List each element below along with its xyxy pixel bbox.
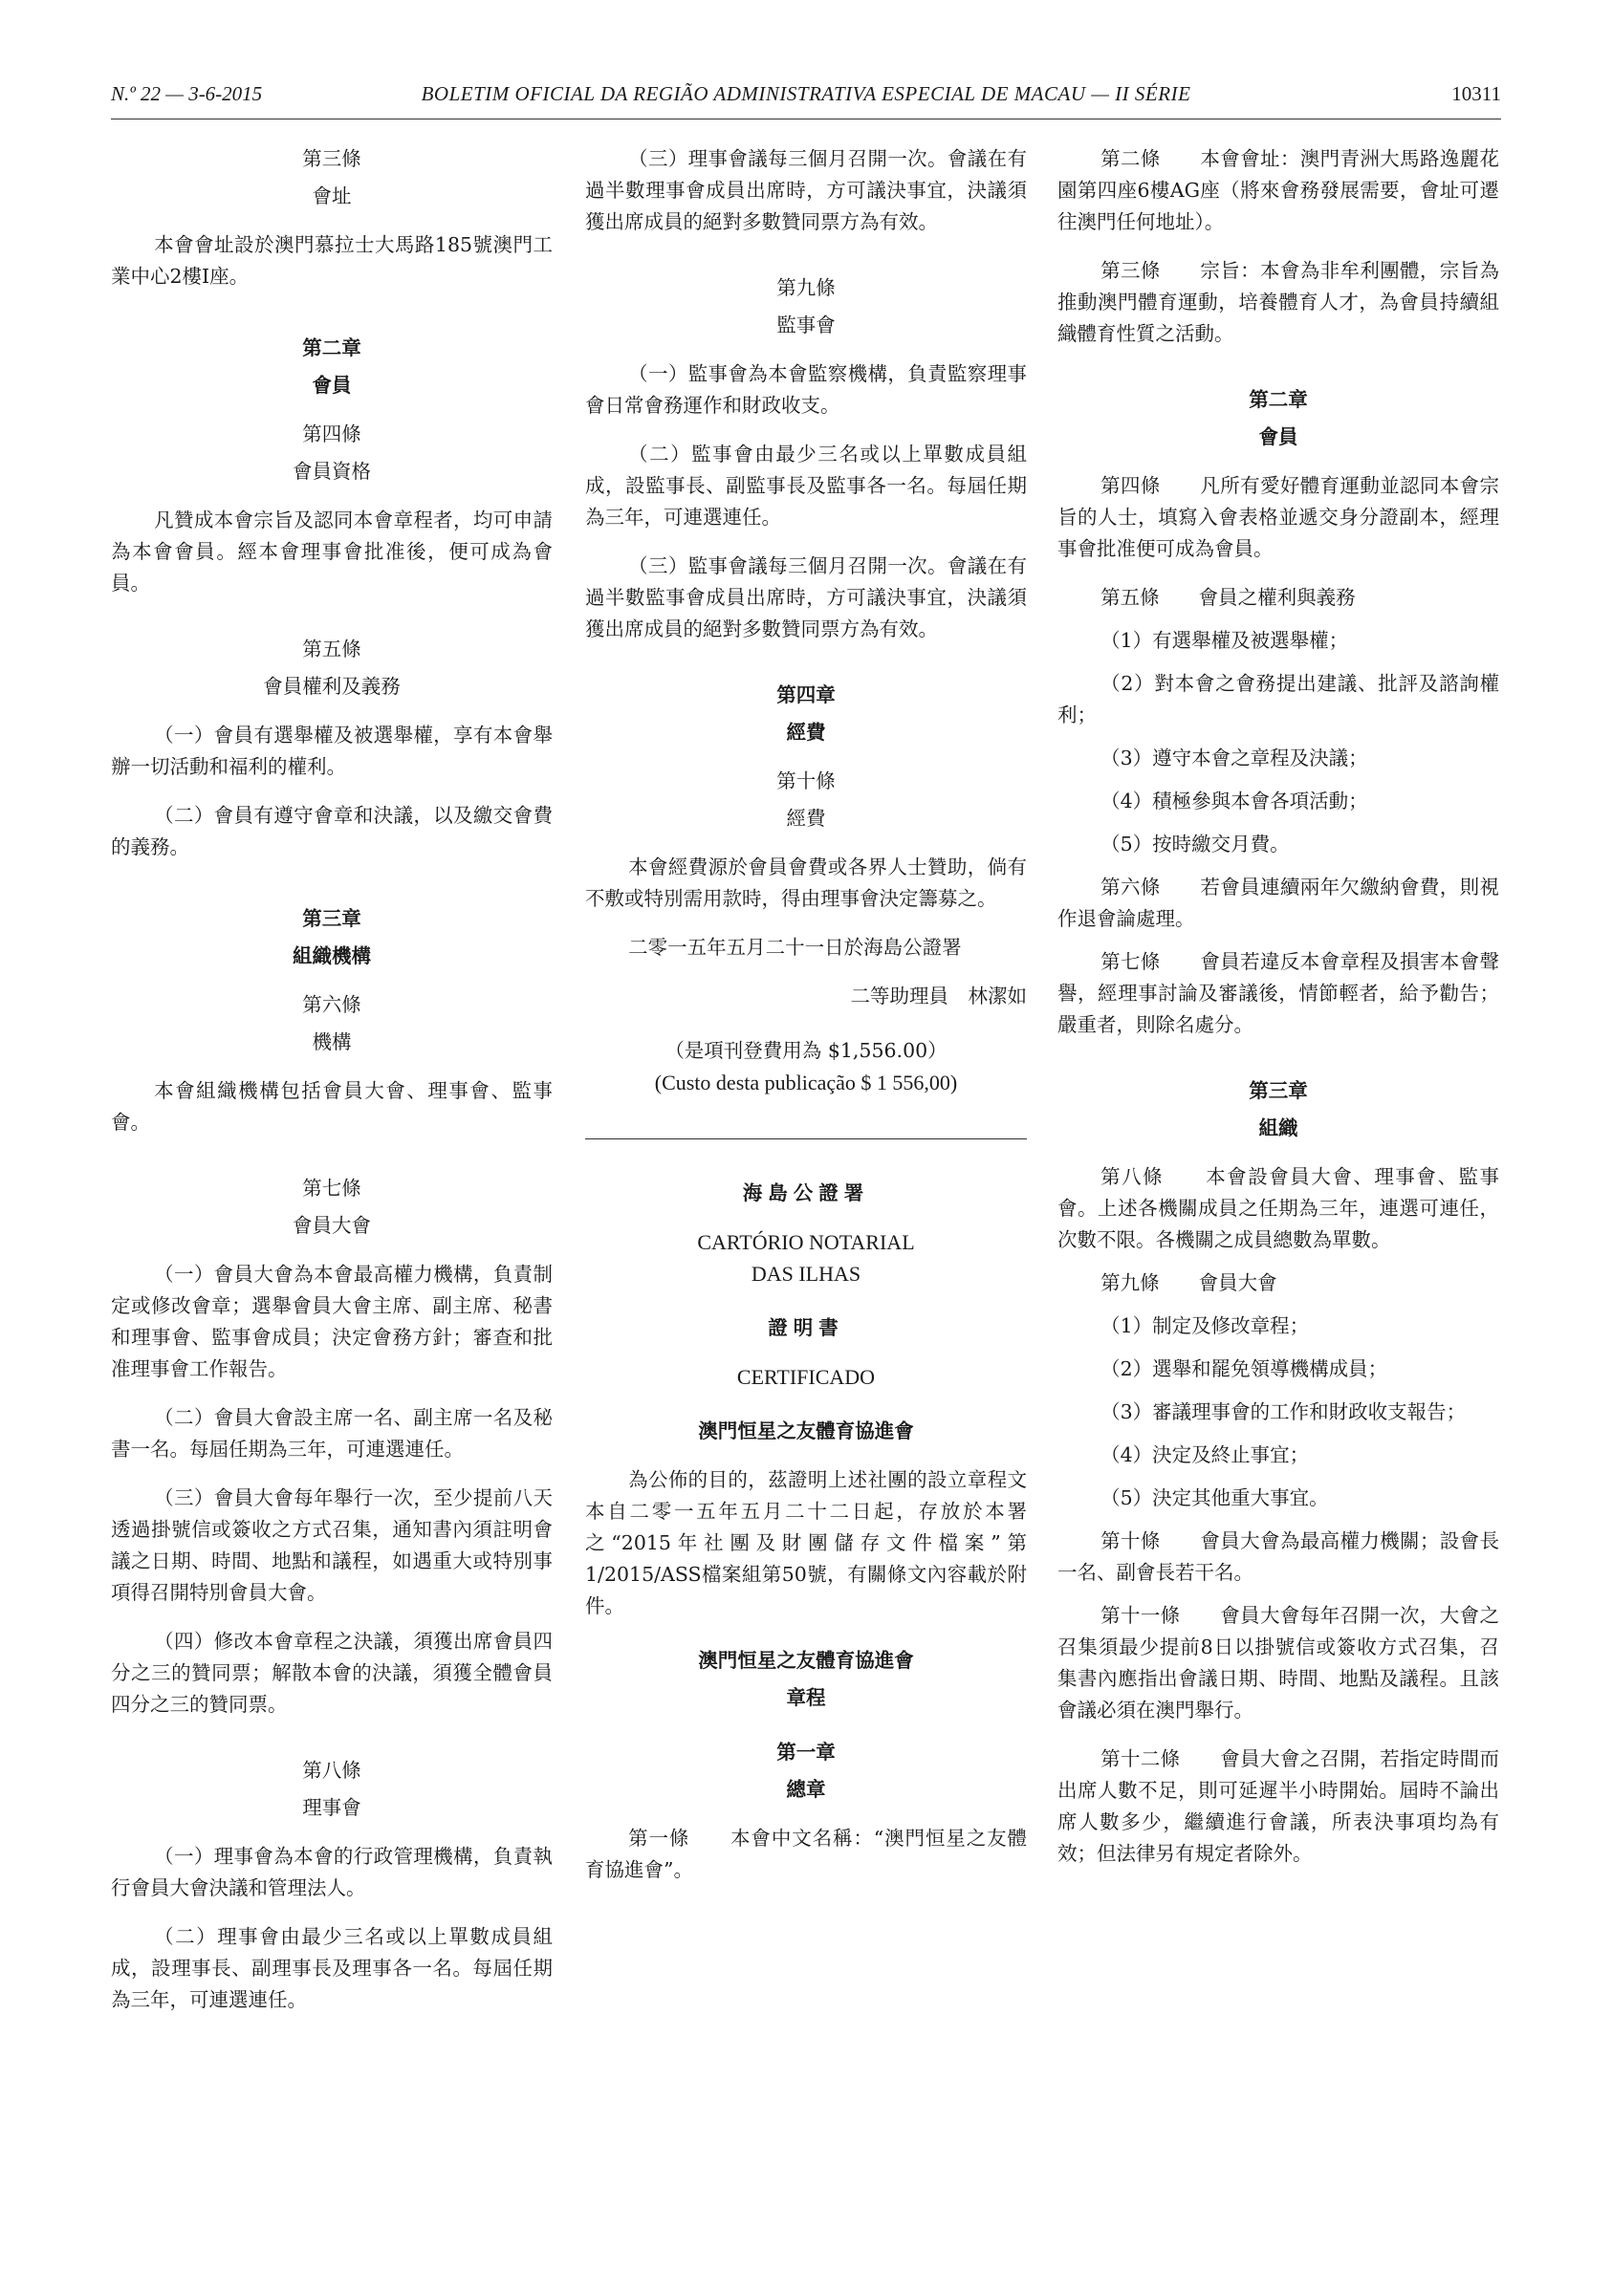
publication-fee-pt: (Custo desta publicação $ 1 556,00) (654, 1071, 958, 1094)
notary-office-pt-line1: CARTÓRIO NOTARIAL (697, 1230, 915, 1254)
list-item: （2）對本會之會務提出建議、批評及諮詢權利； (1057, 672, 1499, 726)
chapter-title: 總章 (786, 1778, 826, 1801)
chapter-title: 經費 (786, 721, 826, 744)
paragraph: 第六條 若會員連續兩年欠繳納會費，則視作退會論處理。 (1057, 876, 1499, 930)
gazette-title: BOLETIM OFICIAL DA REGIÃO ADMINISTRATIVA ESPECIAL DE MACAU — II SÉRIE (421, 82, 1191, 105)
section-divider (585, 1138, 1027, 1139)
article-number: 第六條 (302, 993, 361, 1016)
list-item: （4）積極參與本會各項活動； (1100, 790, 1368, 812)
publication-fee-zh: （是項刊登費用為 $1,556.00） (664, 1039, 948, 1062)
chapter-number: 第三章 (1249, 1079, 1308, 1102)
signer: 二等助理員 林潔如 (850, 985, 1027, 1007)
notary-office-pt-line2: DAS ILHAS (751, 1262, 861, 1286)
paragraph: 本會組織機構包括會員大會、理事會、監事會。 (111, 1079, 553, 1134)
paragraph: （二）會員大會設主席一名、副主席一名及秘書一名。每屆任期為三年，可連選連任。 (111, 1406, 553, 1461)
paragraph: 第十條 會員大會為最高權力機關；設會長一名、副會長若干名。 (1057, 1529, 1499, 1584)
association-name: 澳門恒星之友體育協進會 (698, 1419, 914, 1442)
association-name-statute: 澳門恒星之友體育協進會 (698, 1649, 914, 1672)
paragraph: （一）監事會為本會監察機構，負責監察理事會日常會務運作和財政收支。 (585, 362, 1027, 417)
paragraph: （三）理事會議每三個月召開一次。會議在有過半數理事會成員出席時，方可議決事宜，決議須獲出席成員的絕對多數贊同票方為有效。 (585, 147, 1027, 233)
list-item: （1）有選舉權及被選舉權； (1100, 629, 1349, 652)
paragraph: （四）修改本會章程之決議，須獲出席會員四分之三的贊同票；解散本會的決議，須獲全體會員四分之三的贊同票。 (111, 1630, 553, 1716)
chapter-title: 組織機構 (293, 944, 371, 967)
signing-date: 二零一五年五月二十一日於海島公證署 (628, 936, 962, 959)
statute-title: 章程 (786, 1686, 826, 1709)
page-number: 10311 (1451, 82, 1501, 105)
article-title: 會員權利及義務 (263, 675, 401, 698)
paragraph: 本會會址設於澳門慕拉士大馬路185號澳門工業中心2樓I座。 (111, 233, 553, 288)
article-number: 第十條 (776, 769, 836, 792)
article-number: 第三條 (302, 147, 361, 170)
article-title: 會員資格 (293, 460, 371, 483)
paragraph: 凡贊成本會宗旨及認同本會章程者，均可申請為本會會員。經本會理事會批准後，便可成為會員。 (111, 509, 553, 595)
notary-office-zh: 海島公證署 (742, 1181, 870, 1204)
article-title: 經費 (786, 807, 826, 830)
list-item: （5）決定其他重大事宜。 (1100, 1486, 1329, 1509)
chapter-number: 第三章 (302, 907, 361, 930)
article-heading: 第九條 會員大會 (1100, 1271, 1277, 1294)
article-title: 會址 (312, 184, 352, 207)
paragraph: （一）會員大會為本會最高權力機構，負責制定或修改會章；選舉會員大會主席、副主席、秘書和理事會、監事會成員；決定會務方針；審查和批准理事會工作報告。 (111, 1263, 553, 1380)
certificate-title-zh: 證明書 (768, 1316, 844, 1339)
paragraph: 第七條 會員若違反本會章程及損害本會聲譽，經理事討論及審議後，情節輕者，給予勸告；嚴重者，則除名處分。 (1057, 950, 1499, 1036)
paragraph: （三）會員大會每年舉行一次，至少提前八天透過掛號信或簽收之方式召集，通知書內須註明會議之日期、時間、地點和議程，如遇重大或特別事項得召開特別會員大會。 (111, 1486, 553, 1604)
paragraph: 第二條 本會會址：澳門青洲大馬路逸麗花園第四座6樓AG座（將來會務發展需要，會址可遷往澳門任何地址）。 (1057, 147, 1499, 233)
paragraph: 第十一條 會員大會每年召開一次，大會之召集須最少提前8日以掛號信或簽收方式召集，召集書內應指出會議日期、時間、地點及議程。且該會議必須在澳門舉行。 (1057, 1604, 1499, 1722)
article-title: 會員大會 (293, 1214, 371, 1237)
list-item: （3）遵守本會之章程及決議； (1100, 747, 1368, 769)
article-title: 理事會 (302, 1796, 361, 1819)
article-title: 機構 (312, 1030, 352, 1053)
article-heading: 第五條 會員之權利與義務 (1100, 586, 1356, 609)
running-header (111, 80, 1501, 113)
paragraph: （二）監事會由最少三名或以上單數成員組成，設監事長、副監事長及監事各一名。每屆任期為三年，可連選連任。 (585, 443, 1027, 529)
article-title: 監事會 (776, 314, 836, 336)
chapter-number: 第二章 (302, 336, 361, 359)
paragraph: 第四條 凡所有愛好體育運動並認同本會宗旨的人士，填寫入會表格並遞交身分證副本，經理事會批准便可成為會員。 (1057, 474, 1499, 560)
paragraph: （二）理事會由最少三名或以上單數成員組成，設理事長、副理事長及理事各一名。每屆任期為三年，可連選連任。 (111, 1925, 553, 2011)
article-number: 第七條 (302, 1177, 361, 1200)
article-number: 第四條 (302, 422, 361, 445)
paragraph: 第十二條 會員大會之召開，若指定時間而出席人數不足，則可延遲半小時開始。屆時不論出席人數多少，繼續進行會議，所表決事項均為有效；但法律另有規定者除外。 (1057, 1747, 1499, 1865)
article-number: 第九條 (776, 276, 836, 299)
paragraph: 第八條 本會設會員大會、理事會、監事會。上述各機關成員之任期為三年，連選可連任，次數不限。各機關之成員總數為單數。 (1057, 1165, 1499, 1251)
column-2 (585, 143, 1027, 1886)
list-item: （1）制定及修改章程； (1100, 1314, 1310, 1337)
list-item: （4）決定及終止事宜； (1100, 1443, 1310, 1466)
column-1 (111, 143, 553, 2016)
list-item: （3）審議理事會的工作和財政收支報告； (1100, 1400, 1467, 1423)
paragraph: （三）監事會議每三個月召開一次。會議在有過半數監事會成員出席時，方可議決事宜，決議須獲出席成員的絕對多數贊同票方為有效。 (585, 554, 1027, 640)
article-number: 第八條 (302, 1759, 361, 1782)
list-item: （5）按時繳交月費。 (1100, 833, 1290, 856)
chapter-number: 第四章 (776, 683, 836, 706)
list-item: （2）選舉和罷免領導機構成員； (1100, 1357, 1388, 1380)
chapter-title: 組織 (1258, 1116, 1298, 1139)
paragraph: （二）會員有遵守會章和決議，以及繳交會費的義務。 (111, 804, 553, 858)
certificate-title-pt: CERTIFICADO (736, 1365, 876, 1389)
paragraph: （一）會員有選舉權及被選舉權，享有本會舉辦一切活動和福利的權利。 (111, 724, 553, 778)
column-3 (1057, 143, 1499, 1870)
paragraph: 第一條 本會中文名稱：“澳門恒星之友體育協進會”。 (585, 1827, 1027, 1881)
paragraph: 第三條 宗旨：本會為非牟利團體，宗旨為推動澳門體育運動，培養體育人才，為會員持續組織體育性質之活動。 (1057, 259, 1499, 345)
chapter-number: 第二章 (1249, 388, 1308, 411)
chapter-number: 第一章 (776, 1741, 836, 1764)
certificate-text: 為公佈的目的，茲證明上述社團的設立章程文本自二零一五年五月二十二日起，存放於本署之“2015年社團及財團儲存文件檔案”第1/2015/ASS檔案組第50號，有關條文內容載於附件。 (585, 1468, 1027, 1617)
chapter-title: 會員 (1258, 425, 1298, 448)
paragraph: （一）理事會為本會的行政管理機構，負責執行會員大會決議和管理法人。 (111, 1845, 553, 1899)
article-number: 第五條 (302, 638, 361, 661)
chapter-title: 會員 (312, 374, 352, 397)
issue-number: N.º 22 — 3-6-2015 (111, 82, 263, 105)
paragraph: 本會經費源於會員會費或各界人士贊助，倘有不敷或特別需用款時，得由理事會決定籌募之。 (585, 856, 1027, 910)
